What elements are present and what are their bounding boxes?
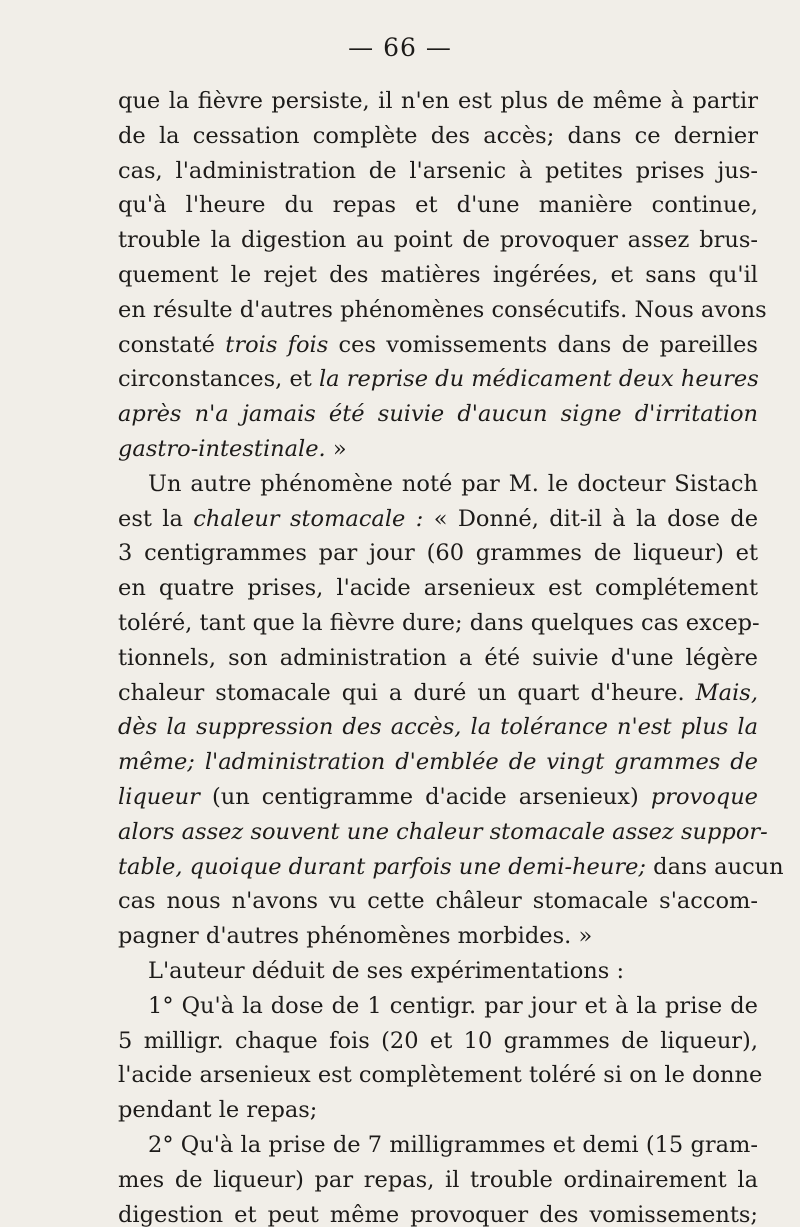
italic-text: alors assez souvent une chaleur stomacale assez suppor- <box>118 818 768 845</box>
italic-text: chaleur stomacale : <box>193 505 424 532</box>
text-segment: toléré, tant que la fièvre dure; dans quelques cas excep- <box>118 609 760 636</box>
text-segment: trouble la digestion au point de provoquer assez brus- <box>118 227 758 254</box>
text-segment: 3 centigrammes par jour (60 grammes de liqueur) et <box>118 540 758 567</box>
text-line <box>118 119 758 154</box>
text-segment: circonstances, et <box>118 366 319 393</box>
text-segment: de la cessation complète des accès; dans ce dernier <box>118 122 758 149</box>
text-line <box>118 780 758 815</box>
italic-text: gastro-intestinale. <box>118 435 326 462</box>
text-line <box>118 1198 758 1227</box>
text-segment: dans aucun <box>646 853 784 880</box>
text-segment: pendant le repas; <box>118 1097 318 1124</box>
text-segment: tionnels, son administration a été suivie d'une légère <box>118 644 758 671</box>
text-segment: est la <box>118 505 194 532</box>
text-line <box>118 989 758 1024</box>
text-line <box>118 954 758 989</box>
text-segment: 1° Qu'à la dose de 1 centigr. par jour et à la prise de <box>148 992 758 1019</box>
text-segment: ces vomissements dans de pareilles <box>328 331 758 358</box>
text-line <box>118 467 758 502</box>
text-line <box>118 919 758 954</box>
text-segment: que la fièvre persiste, il n'en est plus de même à partir <box>118 88 758 114</box>
text-segment: cas nous n'avons vu cette châleur stomacale s'accom- <box>118 888 758 915</box>
text-line <box>118 293 767 328</box>
text-line <box>118 188 758 223</box>
text-segment: en quatre prises, l'acide arsenieux est complétement <box>118 575 758 602</box>
italic-text: Mais, <box>695 679 758 706</box>
text-segment: digestion et peut même provoquer des vomissements; <box>118 1201 758 1227</box>
text-line <box>118 1093 758 1128</box>
text-segment: » <box>325 435 347 462</box>
text-line <box>118 84 758 119</box>
text-line <box>118 223 758 258</box>
text-line <box>118 710 758 745</box>
text-segment: (un centigramme d'acide arsenieux) <box>199 783 651 810</box>
text-line <box>118 1163 758 1198</box>
text-line <box>118 884 758 919</box>
italic-text: dès la suppression des accès, la tolérance n'est plus la <box>118 714 758 741</box>
text-segment: « Donné, dit-il à la dose de <box>423 505 759 532</box>
text-line <box>118 258 758 293</box>
text-line <box>118 362 758 397</box>
text-line <box>118 502 758 537</box>
italic-text: table, quoique durant parfois une demi-heure; <box>118 853 647 880</box>
text-segment: L'auteur déduit de ses expérimentations : <box>148 957 625 984</box>
text-segment: constaté <box>118 331 226 358</box>
italic-text: la reprise du médicament deux heures <box>318 366 759 393</box>
italic-text: liqueur <box>118 783 200 810</box>
text-line <box>118 850 784 885</box>
text-line <box>118 1024 758 1059</box>
text-segment: 5 milligr. chaque fois (20 et 10 grammes de liqueur), <box>118 1027 758 1054</box>
text-segment: l'acide arsenieux est complètement toléré si on le donne <box>118 1062 763 1089</box>
italic-text: même; l'administration d'emblée de vingt grammes de <box>118 749 758 776</box>
text-line <box>118 328 758 363</box>
text-segment: en résulte d'autres phénomènes consécutifs. Nous avons <box>118 296 767 323</box>
text-segment: qu'à l'heure du repas et d'une manière continue, <box>118 192 758 219</box>
text-segment: mes de liqueur) par repas, il trouble ordinairement la <box>118 1166 758 1193</box>
text-line <box>118 571 758 606</box>
text-line <box>118 1058 763 1093</box>
body-text <box>118 84 784 1227</box>
text-line <box>118 815 768 850</box>
text-line <box>118 397 758 432</box>
text-segment: pagner d'autres phénomènes morbides. » <box>118 923 593 950</box>
page-number: — 66 — <box>348 33 452 62</box>
text-line <box>118 641 758 676</box>
text-line <box>118 745 758 780</box>
text-line <box>118 606 758 641</box>
text-segment: Un autre phénomène noté par M. le docteur Sistach <box>148 470 758 497</box>
text-segment: cas, l'administration de l'arsenic à petites prises jus- <box>118 157 758 184</box>
text-line <box>118 154 758 189</box>
text-line <box>118 676 758 711</box>
text-segment: chaleur stomacale qui a duré un quart d'heure. <box>118 679 696 706</box>
italic-text: provoque <box>650 783 758 810</box>
text-line <box>118 432 758 467</box>
text-line <box>118 1128 758 1163</box>
text-line <box>118 536 758 571</box>
italic-text: après n'a jamais été suivie d'aucun signe d'irritation <box>118 401 758 428</box>
text-segment: 2° Qu'à la prise de 7 milligrammes et demi (15 gram- <box>148 1131 758 1158</box>
text-segment: quement le rejet des matières ingérées, et sans qu'il <box>118 261 758 288</box>
italic-text: trois fois <box>225 331 329 358</box>
